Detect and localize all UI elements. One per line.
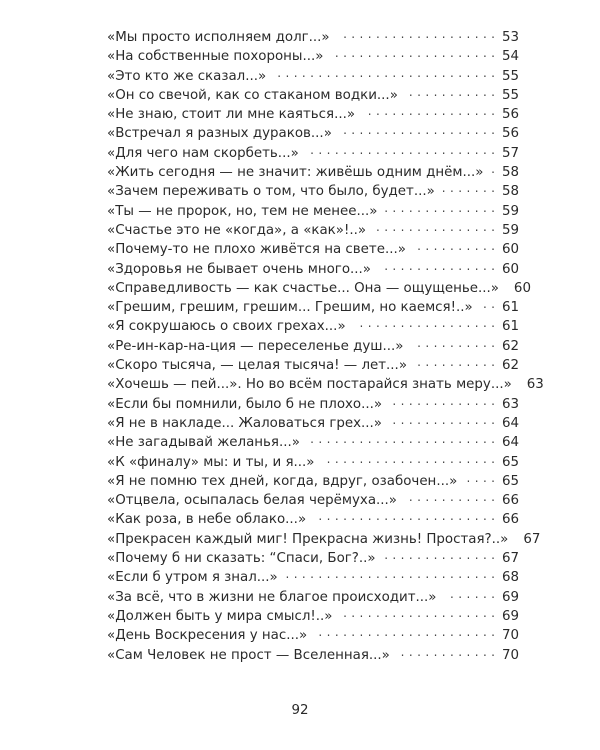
- toc-entry: [107, 413, 519, 432]
- dot-leader: [385, 201, 495, 215]
- toc-entry: [107, 278, 531, 297]
- dot-leader: [374, 220, 495, 234]
- dot-leader: [322, 452, 495, 466]
- toc-entry-page: 56: [501, 107, 519, 123]
- toc-entry-title: «Прекрасен каждый миг! Прекрасна жизнь! Простая?..»: [107, 531, 509, 547]
- toc-entry-page: 57: [501, 145, 519, 161]
- toc-entry: [107, 606, 519, 625]
- toc-entry-page: 70: [501, 647, 519, 663]
- toc-entry-title: «Счастье это не «когда», а «как»!..»: [107, 222, 367, 238]
- dot-leader: [390, 413, 495, 427]
- toc-entry: [107, 336, 519, 355]
- dot-leader: [412, 336, 496, 350]
- toc-entry-page: 65: [501, 473, 519, 489]
- toc-entry-title: «Он со свечой, как со стаканом водки...»: [107, 87, 398, 103]
- toc-entry: [107, 355, 519, 374]
- dot-leader: [465, 471, 495, 485]
- dot-leader: [379, 259, 495, 273]
- dot-leader: [340, 606, 495, 620]
- toc-entry-page: 60: [513, 280, 531, 296]
- toc-entry: [107, 394, 519, 413]
- toc-entry-page: 61: [501, 300, 519, 316]
- toc-entry-page: 53: [501, 30, 519, 45]
- toc-entry-page: 66: [501, 512, 519, 528]
- dot-leader: [331, 46, 495, 60]
- toc-entry-title: «Жить сегодня — не значит: живёшь одним днём...»: [107, 165, 484, 181]
- toc-entry-title: «На собственные похороны...»: [107, 49, 324, 65]
- toc-entry-page: 62: [501, 358, 519, 374]
- dot-leader: [308, 432, 495, 446]
- toc-entry-title: «Почему-то не плохо живётся на свете...»: [107, 242, 406, 258]
- toc-entry: [107, 374, 544, 393]
- dot-leader: [363, 104, 495, 118]
- toc-entry-page: 58: [501, 165, 519, 181]
- toc-entry: [107, 432, 519, 451]
- toc-entry-page: 69: [501, 589, 519, 605]
- dot-leader: [414, 239, 495, 253]
- toc-entry: [107, 548, 519, 567]
- toc-entry-title: «Как роза, в небе облако...»: [107, 512, 307, 528]
- dot-leader: [315, 625, 495, 639]
- toc-entry: [107, 239, 519, 258]
- toc-entry: [107, 529, 541, 548]
- toc-entry: [107, 104, 519, 123]
- toc-entry-page: 59: [501, 222, 519, 238]
- dot-leader: [405, 490, 495, 504]
- toc-entry-page: 56: [501, 126, 519, 142]
- toc-entry: [107, 297, 519, 316]
- toc-entry-page: 63: [501, 396, 519, 412]
- toc-entry-title: «Я сокрушаюсь о своих грехах...»: [107, 319, 346, 335]
- dot-leader: [415, 355, 495, 369]
- toc-entry-title: «Ре-ин-кар-на-ция — переселенье душ...»: [107, 338, 404, 354]
- dot-leader: [406, 85, 495, 99]
- toc-entry-title: «Если б утром я знал...»: [107, 570, 278, 586]
- toc-entry-title: «Если бы помнили, было б не плохо...»: [107, 396, 383, 412]
- toc-entry-title: «Должен быть у мира смысл!..»: [107, 608, 333, 624]
- toc-entry-page: 70: [501, 628, 519, 644]
- toc-entry: [107, 85, 519, 104]
- toc-entry-page: 66: [501, 493, 519, 509]
- dot-leader: [286, 567, 495, 581]
- toc-entry: [107, 316, 519, 335]
- toc-entry-page: 55: [501, 68, 519, 84]
- toc-entry-title: «Для чего нам скорбеть...»: [107, 145, 299, 161]
- toc-entry: [107, 27, 519, 46]
- toc-entry-page: 59: [501, 203, 519, 219]
- table-of-contents: [107, 27, 544, 664]
- dot-leader: [274, 66, 495, 80]
- toc-entry: [107, 123, 519, 142]
- toc-entry: [107, 509, 519, 528]
- toc-entry: [107, 46, 519, 65]
- toc-entry: [107, 625, 519, 644]
- toc-entry-title: «Я не в накладе... Жаловаться грех...»: [107, 415, 382, 431]
- toc-entry-title: «Встречал я разных дураков...»: [107, 126, 332, 142]
- toc-entry: [107, 201, 519, 220]
- toc-entry: [107, 162, 519, 181]
- toc-entry-title: «Ты — не пророк, но, тем не менее...»: [107, 203, 378, 219]
- dot-leader: [338, 27, 495, 41]
- toc-entry-page: 55: [501, 87, 519, 103]
- dot-leader: [491, 162, 495, 176]
- dot-leader: [443, 181, 495, 195]
- toc-entry: [107, 143, 519, 162]
- toc-entry-page: 64: [501, 435, 519, 451]
- toc-entry-title: «Отцвела, осыпалась белая черёмуха...»: [107, 493, 397, 509]
- toc-entry: [107, 567, 519, 586]
- dot-leader: [481, 297, 495, 311]
- toc-entry-title: «Мы просто исполняем долг...»: [107, 30, 330, 45]
- toc-entry-title: «Я не помню тех дней, когда, вдруг, озабочен...»: [107, 473, 458, 489]
- toc-entry-title: «Хочешь — пей...». Но во всём постарайся знать меру...»: [107, 377, 512, 393]
- toc-entry: [107, 645, 519, 664]
- toc-entry-title: «Здоровья не бывает очень много...»: [107, 261, 371, 277]
- dot-leader: [445, 587, 495, 601]
- dot-leader: [314, 509, 495, 523]
- toc-entry-title: «Не загадывай желанья...»: [107, 435, 300, 451]
- toc-entry-page: 67: [501, 551, 519, 567]
- page-number: 92: [291, 703, 309, 718]
- dot-leader: [354, 316, 495, 330]
- dot-leader: [340, 123, 495, 137]
- toc-entry-page: 67: [523, 531, 541, 547]
- toc-entry-title: «Зачем переживать о том, что было, будет...»: [107, 184, 435, 200]
- dot-leader: [384, 548, 495, 562]
- toc-entry: [107, 220, 519, 239]
- toc-entry-title: «Не знаю, стоит ли мне каяться...»: [107, 107, 356, 123]
- toc-entry-page: 58: [501, 184, 519, 200]
- toc-entry-title: «Это кто же сказал...»: [107, 68, 267, 84]
- dot-leader: [307, 143, 495, 157]
- toc-entry-title: «Грешим, грешим, грешим... Грешим, но каемся!..»: [107, 300, 473, 316]
- dot-leader: [398, 645, 495, 659]
- toc-entry-page: 68: [501, 570, 519, 586]
- toc-entry-title: «Почему б ни сказать: “Спаси, Бог?..»: [107, 551, 376, 567]
- toc-entry-title: «Сам Человек не прост — Вселенная...»: [107, 647, 390, 663]
- toc-entry-page: 64: [501, 415, 519, 431]
- toc-entry-page: 60: [501, 242, 519, 258]
- toc-entry-page: 60: [501, 261, 519, 277]
- toc-entry-page: 54: [501, 49, 519, 65]
- dot-leader: [390, 394, 495, 408]
- toc-entry-title: «Справедливость — как счастье... Она — ощущенье...»: [107, 280, 499, 296]
- toc-entry: [107, 452, 519, 471]
- toc-entry-page: 62: [501, 338, 519, 354]
- toc-entry-page: 63: [526, 377, 544, 393]
- toc-entry-title: «Скоро тысяча, — целая тысяча! — лет...»: [107, 358, 408, 374]
- toc-entry: [107, 490, 519, 509]
- toc-entry: [107, 471, 519, 490]
- toc-entry: [107, 259, 519, 278]
- toc-entry: [107, 181, 519, 200]
- toc-entry-title: «К «финалу» мы: и ты, и я...»: [107, 454, 315, 470]
- toc-entry-page: 65: [501, 454, 519, 470]
- toc-entry-page: 61: [501, 319, 519, 335]
- toc-entry: [107, 587, 519, 606]
- toc-entry-title: «День Воскресения у нас...»: [107, 628, 308, 644]
- toc-entry-title: «За всё, что в жизни не благое происходит...»: [107, 589, 437, 605]
- toc-entry: [107, 66, 519, 85]
- toc-entry-page: 69: [501, 608, 519, 624]
